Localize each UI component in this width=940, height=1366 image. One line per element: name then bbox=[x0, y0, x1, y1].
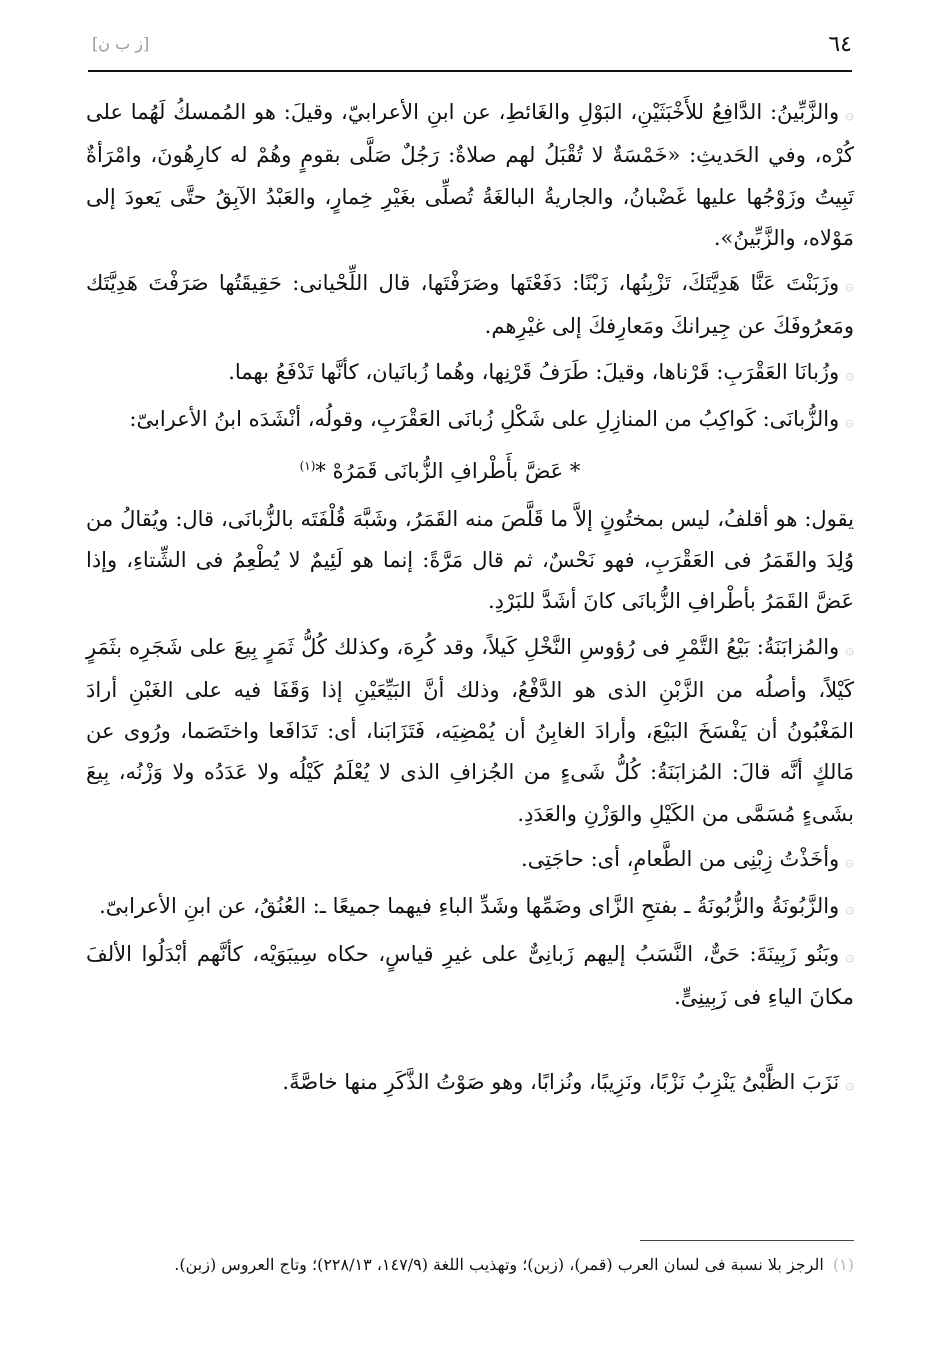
paragraph bbox=[86, 934, 854, 1019]
paragraph-marker-icon: ۞ bbox=[845, 639, 854, 658]
paragraph bbox=[86, 263, 854, 348]
paragraph-marker-icon: ۞ bbox=[845, 412, 854, 431]
paragraph bbox=[86, 627, 854, 835]
paragraph bbox=[86, 399, 854, 442]
paragraph bbox=[86, 839, 854, 882]
section-separator bbox=[86, 1022, 854, 1062]
page-number: ٦٤ bbox=[828, 32, 852, 57]
paragraph-text: والزَّبُونَةُ والزُّبُونَةُ ـ بفتحِ الزَّاى وضَمِّها وشَدِّ الباءِ فيهما جميعًا ـ: العُنُقُ، عن ابنِ الأعرابىّ. bbox=[99, 894, 840, 919]
paragraph-text: والزَّبِّينُ: الدَّافِعُ للأَخْبَثَيْنِ، البَوْلِ والغَائطِ، عن ابنِ الأعرابيّ، وقيلَ: هو المُمسكُ لَهُما على كُرْه، وفي الحَديثِ: «خَمْسَةٌ لا تُقْبَلُ لهم صلاةٌ: رَجُلٌ صَلَّى بقومٍ وهُمْ له كارِهُونَ، وامْرَأةٌ تَبِيتُ وزَوْجُها عليها غَضْبانُ، والجاريةُ البالغَةُ تُصلِّى بغَيْرِ خِمارٍ، والعَبْدُ الآبِقُ حتَّى يَعودَ إلى مَوْلاه، والزَّبِّينُ». bbox=[86, 100, 854, 250]
verse-text: * عَضَّ بأَطْرافِ الزُّبانَى قَمَرُهْ * bbox=[315, 459, 581, 484]
footnote-marker: (١) bbox=[832, 1255, 854, 1274]
paragraph-marker-icon: ۞ bbox=[845, 364, 854, 383]
paragraph-text: وزَبَنْتَ عَنَّا هَدِيَّتَكَ، تَزْبِنُها، زَبْنًا: دَفَعْتَها وصَرَفْتَها، قال اللِّحْيانى: حَقِيقَتُها صَرَفْتَ هَدِيَّتَك ومَعرُوفَكَ عن جِيرانكَ ومَعارِفكَ إلى غيْرِهم. bbox=[86, 271, 854, 339]
paragraph-text: نَزَبَ الظَّبْىُ يَنْزِبُ نَزْبًا، ونَزِيبًا، ونُزابًا، وهو صَوْتُ الذَّكَرِ منها خاصَّةً. bbox=[282, 1070, 840, 1095]
footnote bbox=[86, 1250, 854, 1280]
footnote-rule bbox=[640, 1240, 854, 1241]
paragraph-text: وأخَذْتُ زِبْنِى من الطَّعامِ، أى: حاجَتِى. bbox=[521, 847, 840, 872]
paragraph bbox=[86, 92, 854, 259]
paragraph-text: وبَنُو زَبِينَةَ: حَىٌّ، النَّسَبُ إليهم زَبانِىٌّ على غيرِ قياسٍ، حكاه سِيبَوَيْه، كأنَّهم أبْدَلُوا الألفَ مكانَ الياءِ فى زَبِينِىٍّ. bbox=[86, 941, 854, 1009]
paragraph-marker-icon: ۞ bbox=[845, 1075, 854, 1094]
section-entry bbox=[86, 1062, 854, 1105]
paragraph-text: والزُّبانَى: كَواكِبُ من المنازِلِ على شَكْلِ زُبانَى العَقْرَبِ، وقولُه، أنْشَدَه ابنُ الأعرابىّ: bbox=[129, 407, 840, 432]
paragraph-text: والمُزابَنَةُ: بَيْعُ التَّمْرِ فى رُؤوسِ النَّخْلِ كَيلاً، وقد كُرِهَ، وكذلك كُلُّ ثَمَرٍ بِيعَ على شَجَرِه بثَمَرٍ كَيْلاً، وأصلُه من الزَّبْنِ الذى هو الدَّفْعُ، وذلك أنَّ البَيِّعَيْنِ إذا وَقَفَا فيه على الغَبْنِ أرادَ المَغْبُونُ أن يَفْسَخَ البَيْعَ، وأرادَ الغابِنُ أن يُمْضِيَه، فَتَزَابَنا، أى: تَدَافَعا واختَصَما، ورُوى عن مَالكٍ أنَّه قالَ: المُزابَنَةُ: كُلُّ شَىءٍ من الجُزافِ الذى لا يُعْلَمُ كَيْلُه ولا عَدَدُه ولا وَزْنُه، بِيعَ بشَىءٍ مُسَمَّى من الكَيْلِ والوَزْنِ والعَدَدِ. bbox=[86, 634, 854, 826]
paragraph bbox=[86, 886, 854, 929]
paragraph-marker-icon: ۞ bbox=[845, 852, 854, 871]
page-header bbox=[88, 30, 852, 72]
paragraph-marker-icon: ۞ bbox=[845, 276, 854, 295]
footnote-reference: (١) bbox=[299, 459, 316, 474]
header-rule bbox=[88, 70, 852, 72]
main-text bbox=[86, 92, 854, 1110]
paragraph-marker-icon: ۞ bbox=[845, 105, 854, 123]
running-title: [ز ب ن] bbox=[92, 34, 150, 53]
paragraph-text: وزُبانَا العَقْرَبِ: قَرْناها، وقيلَ: طَرَفُ قَرْنِها، وهُما زُبانَيان، كأنَّها تَدْفَعُ بهما. bbox=[228, 359, 840, 384]
paragraph bbox=[86, 499, 854, 623]
paragraph-text: يقول: هو أقلفُ، ليس بمختُونٍ إلاَّ ما قَلَّصَ منه القَمَرُ، وشَبَّهَ قُلْفَتَه بالزُّبانَى، قال: ويُقالُ من وُلِدَ والقَمَرُ فى العَقْرَبِ، فهو نَحْسٌ، ثم قال مَرَّةً: إنما هو لَئِيمٌ لا يُطْعِمُ فى الشِّتاءِ، وإذا عَضَّ القَمَرُ بأطْرافِ الزُّبانَى كانَ أشَدَّ للبَرْدِ. bbox=[86, 506, 854, 614]
footnote-text: الرجز بلا نسبة فى لسان العرب (قمر)، (زبن)؛ وتهذيب اللغة (١٤٧/٩، ٢٢٨/١٣)؛ وتاج العروس (زبن). bbox=[174, 1255, 824, 1274]
paragraph-marker-icon: ۞ bbox=[845, 946, 854, 965]
paragraph-marker-icon: ۞ bbox=[845, 899, 854, 918]
verse-line bbox=[86, 446, 854, 492]
paragraph bbox=[86, 352, 854, 395]
